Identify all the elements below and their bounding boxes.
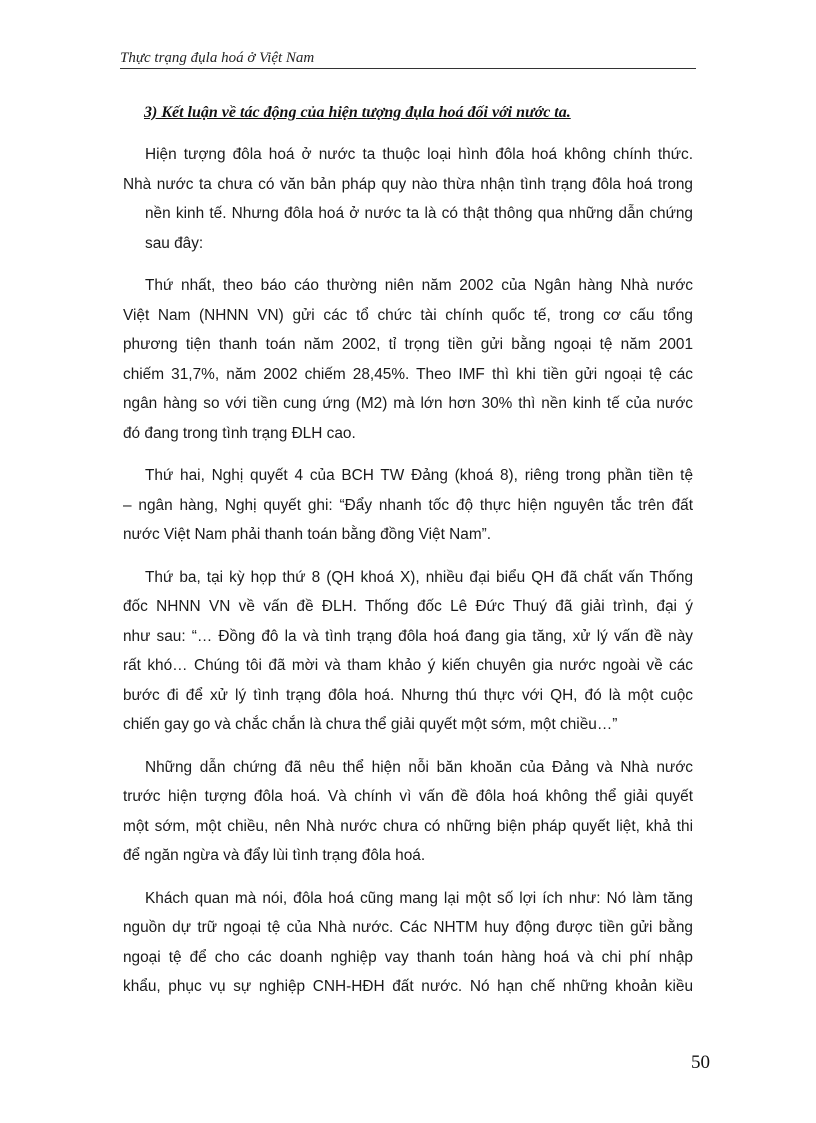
text-line: Khách quan mà nói, đôla hoá cũng mang lại một số lợi ích như: Nó làm tăng [145, 889, 693, 907]
text-line: như sau: “… Đồng đô la và tình trạng đôla hoá đang gia tăng, xử lý vấn đề này [123, 627, 693, 645]
text-line: chiến gay go và chắc chắn là chưa thể giải quyết một sớm, một chiều…” [123, 716, 618, 733]
paragraph-2 [123, 271, 693, 448]
text-line: – ngân hàng, Nghị quyết ghi: “Đẩy nhanh tốc độ thực hiện nguyên tắc trên đất [123, 496, 693, 514]
page-number: 50 [691, 1052, 710, 1073]
paragraph-6 [123, 884, 693, 1002]
running-header: Thực trạng đụla hoá ở Việt Nam [120, 50, 315, 66]
text-line: rất khó… Chúng tôi đã mời và tham khảo ý kiến chuyên gia nước ngoài về các [123, 657, 693, 674]
body-text [123, 140, 693, 1015]
header-rule [120, 68, 696, 69]
text-line: ngân hàng so với tiền cung ứng (M2) mà lớn hơn 30% thì nền kinh tế của nước [123, 395, 693, 412]
text-line: phương tiện thanh toán năm 2002, tỉ trọng tiền gửi bằng ngoại tệ năm 2001 [123, 336, 693, 353]
text-line: Hiện tượng đôla hoá ở nước ta thuộc loại hình đôla hoá không chính thức. [145, 146, 693, 163]
paragraph-5 [123, 753, 693, 871]
text-line: chiếm 31,7%, năm 2002 chiếm 28,45%. Theo IMF thì khi tiền gửi ngoại tệ các [123, 365, 693, 383]
text-line: khẩu, phục vụ sự nghiệp CNH-HĐH đất nước. Nó hạn chế những khoản kiều [123, 978, 693, 995]
text-line: nước Việt Nam phải thanh toán bằng đồng Việt Nam”. [123, 526, 492, 543]
text-line: Thứ nhất, theo báo cáo thường niên năm 2002 của Ngân hàng Nhà nước [145, 277, 693, 294]
text-line: sau đây: [145, 234, 204, 252]
text-line: ngoại tệ để cho các doanh nghiệp vay thanh toán hàng hoá và chi phí nhập [123, 948, 693, 966]
text-line: bước đi để xử lý tình trạng đôla hoá. Nhưng thú thực với QH, đó là một cuộc [123, 686, 693, 704]
text-line: Những dẫn chứng đã nêu thể hiện nỗi băn khoăn của Đảng và Nhà nước [145, 758, 693, 776]
text-line: nền kinh tế. Nhưng đôla hoá ở nước ta là có thật thông qua những dẫn chứng [145, 205, 693, 222]
paragraph-4 [123, 563, 693, 740]
text-line: đốc NHNN VN về vấn đề ĐLH. Thống đốc Lê Đức Thuý đã giải trình, đại ý [123, 598, 693, 615]
text-line: đó đang trong tình trạng ĐLH cao. [123, 424, 356, 442]
paragraph-1 [123, 140, 693, 258]
text-line: Nhà nước ta chưa có văn bản pháp quy nào thừa nhận tình trạng đôla hoá trong [123, 175, 693, 193]
text-line: Thứ ba, tại kỳ họp thứ 8 (QH khoá X), nhiều đại biểu QH đã chất vấn Thống [145, 568, 693, 586]
text-line: nguồn dự trữ ngoại tệ của Nhà nước. Các NHTM huy động được tiền gửi bằng [123, 919, 693, 936]
text-line: để ngăn ngừa và đẩy lùi tình trạng đôla hoá. [123, 847, 426, 864]
text-line: một sớm, một chiều, nên Nhà nước chưa có những biện pháp quyết liệt, khả thi [123, 817, 693, 835]
text-line: Thứ hai, Nghị quyết 4 của BCH TW Đảng (khoá 8), riêng trong phần tiền tệ [145, 467, 693, 484]
text-line: Việt Nam (NHNN VN) gửi các tổ chức tài chính quốc tế, trong cơ cấu tổng [123, 306, 693, 324]
paragraph-3 [123, 461, 693, 550]
text-line: trước hiện tượng đôla hoá. Và chính vì vấn đề đôla hoá không thể giải quyết [123, 788, 693, 805]
section-heading: 3) Kết luận về tác động của hiện tượng đụla hoá đối với nước ta. [144, 104, 571, 121]
